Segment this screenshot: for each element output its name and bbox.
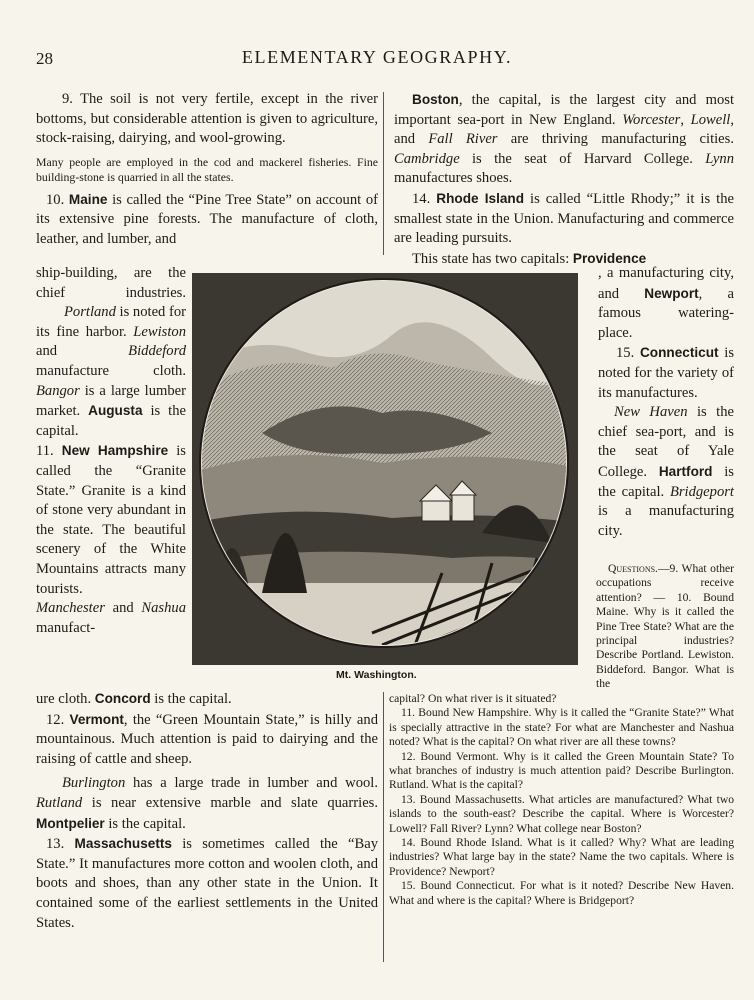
paragraph-13-cont: Boston, the capital, is the largest city and most important sea-port in New England. Worcester, Lowell, and Fall River are thriving manufacturing cities. Cambridge is the seat of Harvard College. Lynn manufactures shoes. bbox=[394, 92, 735, 187]
left-column-top bbox=[36, 90, 378, 250]
paragraph-15-cont: New Haven is the chief sea-port, and is the seat of Yale College. Hartford is the capital. Bridgeport is a manufacturing city. bbox=[598, 404, 734, 539]
place-montpelier: Montpelier bbox=[36, 815, 105, 831]
massachusetts-name: Massachusetts bbox=[74, 836, 172, 852]
paragraph-11: 11. New Hampshire is called the “Granite State.” Granite is a kind of stone very abundant in the state. The beautiful scenery of the White Mountains attracts many tourists. bbox=[36, 443, 186, 597]
left-narrow-column bbox=[36, 264, 186, 638]
paragraph-13: 13. Massachusetts is sometimes called the “Bay State.” It manufactures more cotton and woolen cloth, and boots and shoes, than any other state in the Union. It contained some of the earliest settlements in the United States. bbox=[36, 836, 379, 931]
questions-15: 15. Bound Connecticut. For what is it noted? Describe New Haven. What and where is the capital? Where is Bridgeport? bbox=[389, 879, 734, 907]
paragraph-12-cont: Burlington has a large trade in lumber and wool. Rutland is near extensive marble and slate quarries. Montpelier is the capital. bbox=[36, 775, 378, 832]
place-biddeford: Biddeford bbox=[128, 343, 186, 360]
place-manchester: Manchester bbox=[36, 600, 105, 617]
mt-washington-illustration bbox=[192, 273, 578, 665]
vermont-name: Vermont bbox=[69, 711, 124, 727]
place-bridgeport: Bridgeport bbox=[669, 483, 734, 500]
place-fall-river: Fall River bbox=[428, 131, 498, 148]
illustration-caption: Mt. Washington. bbox=[336, 669, 417, 681]
place-portland: Portland bbox=[64, 304, 116, 321]
maine-name: Maine bbox=[68, 191, 108, 207]
place-lynn: Lynn bbox=[705, 150, 734, 167]
place-lewiston: Lewiston bbox=[133, 323, 186, 340]
paragraph-10: 10. Maine is called the “Pine Tree State” on account of its extensive pine forests. The manufacture of cloth, leather, and lumber, and bbox=[36, 191, 379, 247]
place-nashua: Nashua bbox=[141, 600, 186, 617]
place-new-haven: New Haven bbox=[614, 404, 688, 421]
place-concord: Concord bbox=[94, 691, 151, 706]
place-lowell: Lowell bbox=[690, 111, 731, 128]
paragraph-12: 12. Vermont, the “Green Mountain State,” is hilly and mountainous. Much attention is paid to dairying and the raising of cattle and sheep. bbox=[36, 711, 379, 767]
place-hartford: Hartford bbox=[658, 463, 713, 479]
questions-13: 13. Bound Massachusetts. What articles are manufactured? What two islands to the south-east? Describe the capital. Where is Worcester? Lowell? Fall River? Lynn? What college near Boston? bbox=[389, 792, 734, 835]
place-worcester: Worcester bbox=[622, 111, 681, 128]
place-providence: Providence bbox=[572, 250, 647, 266]
questions-narrow bbox=[596, 562, 734, 692]
column-divider-lower bbox=[383, 692, 384, 962]
paragraph-9: 9. The soil is not very fertile, except in the river bottoms, but considerable attention is given to agriculture, stock-raising, dairying, and wool-growing. bbox=[36, 91, 378, 147]
place-newport: Newport bbox=[644, 285, 699, 301]
questions-10-end: capital? On what river is it situated? bbox=[389, 692, 557, 705]
right-narrow-column bbox=[598, 264, 734, 541]
place-burlington: Burlington bbox=[62, 775, 126, 792]
place-boston: Boston bbox=[412, 92, 459, 107]
rhode-island-name: Rhode Island bbox=[436, 190, 525, 206]
left-column-lower bbox=[36, 689, 378, 933]
questions-12: 12. Bound Vermont. Why is it called the Green Mountain State? To what branches of industry is much attention paid? Describe Burlington. Rutland. What is the capital? bbox=[389, 749, 734, 792]
questions-wide bbox=[389, 692, 734, 908]
place-bangor: Bangor bbox=[36, 382, 80, 399]
paragraph-14-capitals: This state has two capitals: Providence bbox=[412, 250, 647, 267]
questions-11: 11. Bound New Hampshire. Why is it called the “Granite State?” What is specially attractive in the state? For what are Manchester and Nashua noted? What is the capital? On what river are all these towns? bbox=[389, 706, 734, 749]
right-column-top bbox=[394, 90, 734, 269]
paragraph-11-end: ure cloth. Concord is the capital. bbox=[36, 691, 232, 707]
place-rutland: Rutland bbox=[36, 794, 83, 811]
place-cambridge: Cambridge bbox=[394, 150, 460, 167]
questions-14: 14. Bound Rhode Island. What is it called? Why? What are leading industries? What large bay in the state? Name the two capitals. Where is Providence? Newport? bbox=[389, 836, 734, 878]
running-title: ELEMENTARY GEOGRAPHY. bbox=[241, 47, 513, 67]
place-augusta: Augusta bbox=[88, 403, 143, 419]
column-divider bbox=[383, 92, 384, 255]
new-hampshire-name: New Hampshire bbox=[61, 443, 169, 459]
page-number: 28 bbox=[36, 49, 53, 68]
engraving-image bbox=[192, 273, 578, 665]
paragraph-9-note: Many people are employed in the cod and mackerel fisheries. Fine building-stone is quarried in all the states. bbox=[36, 154, 378, 184]
paragraph-14-cont: , a manufacturing city, and Newport, a famous watering-place. bbox=[598, 265, 734, 341]
paragraph-15: 15. Connecticut is noted for the variety of its manufactures. bbox=[598, 345, 734, 401]
connecticut-name: Connecticut bbox=[639, 345, 719, 361]
paragraph-11-cont: Manchester and Nashua manufact- bbox=[36, 600, 186, 636]
questions-9-10: Questions.—9. What other occupations receive attention? — 10. Bound Maine. Why is it called the Pine Tree State? What are the principal industries? Describe Portland. Lewiston. Biddeford. Bangor. What is the bbox=[596, 562, 734, 691]
paragraph-14: 14. Rhode Island is called “Little Rhody;” it is the smallest state in the Union. Manufacturing and commerce are leading pursuits. bbox=[394, 190, 735, 247]
paragraph-10-cont: ship-building, are the chief industries. Portland is noted for its fine harbor. Lewiston and Biddeford manufacture cloth. Bangor is a large lumber market. Augusta is the capital. bbox=[36, 265, 187, 439]
